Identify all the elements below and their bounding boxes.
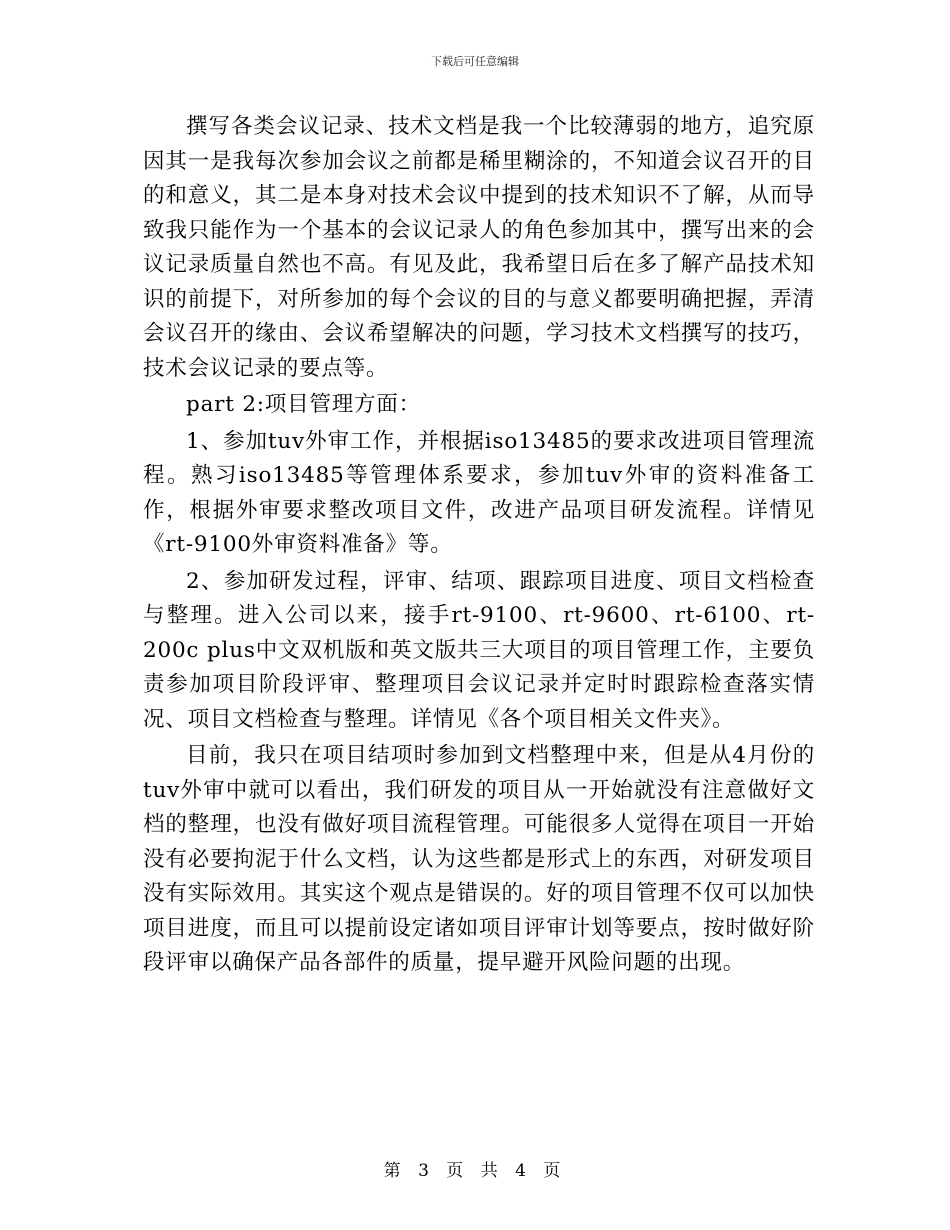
paragraph-meeting-records: 撰写各类会议记录、技术文档是我一个比较薄弱的地方，追究原因其一是我每次参加会议之前都是稀里糊涂的，不知道会议召开的目的和意义，其二是本身对技术会议中提到的技术知识不了解，从而导致我只能作为一个基本的会议记录人的角色参加其中，撰写出来的会议记录质量自然也不高。有见及此，我希望日后在多了解产品技术知识的前提下，对所参加的每个会议的目的与意义都要明确把握，弄清会议召开的缘由、会议希望解决的问题，学习技术文档撰写的技巧，技术会议记录的要点等。 xyxy=(143,114,815,381)
paragraph-current-status: 目前，我只在项目结项时参加到文档整理中来，但是从4月份的tuv外审中就可以看出，我们研发的项目从一开始就没有注意做好文档的整理，也没有做好项目流程管理。可能很多人觉得在项目一开始没有必要拘泥于什么文档，认为这些都是形式上的东西，对研发项目没有实际效用。其实这个观点是错误的。好的项目管理不仅可以加快项目进度，而且可以提前设定诸如项目评审计划等要点，按时做好阶段评审以确保产品各部件的质量，提早避开风险问题的出现。 xyxy=(143,743,815,975)
page-header: 下载后可任意编辑 xyxy=(431,55,519,68)
paragraph-item-1: 1、参加tuv外审工作，并根据iso13485的要求改进项目管理流程。熟习iso13485等管理体系要求，参加tuv外审的资料准备工作，根据外审要求整改项目文件，改进产品项目研发流程。详情见《rt-9100外审资料准备》等。 xyxy=(143,428,815,557)
page-number-footer: 第 3 页 共 4 页 xyxy=(383,1161,567,1181)
section-heading-part-2: part 2:项目管理方面： xyxy=(186,392,421,417)
paragraph-item-2: 2、参加研发过程，评审、结项、跟踪项目进度、项目文档检查与整理。进入公司以来，接手rt-9100、rt-9600、rt-6100、rt-200c plus中文双机版和英文版共三大项目的项目管理工作，主要负责参加项目阶段评审、整理项目会议记录并定时时跟踪检查落实情况、项目文档检查与整理。详情见《各个项目相关文件夹》。 xyxy=(143,568,815,732)
document-body xyxy=(143,110,815,983)
